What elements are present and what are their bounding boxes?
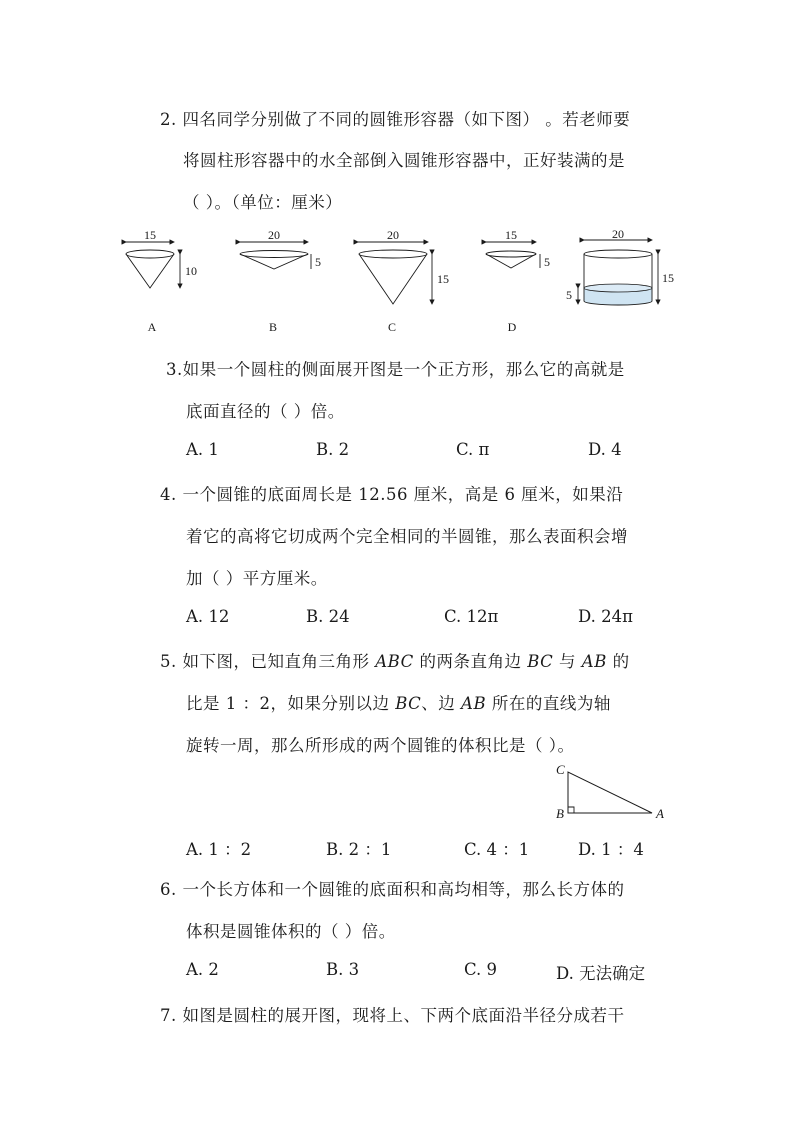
vertex-a: A bbox=[656, 806, 664, 821]
q2-line1: 2. 四名同学分别做了不同的圆锥形容器（如下图） 。若老师要 bbox=[160, 110, 631, 129]
cone-c-height: 15 bbox=[437, 272, 449, 286]
q3-option-a[interactable]: A. 1 bbox=[186, 440, 219, 459]
cone-d-label: D bbox=[507, 320, 517, 334]
q6-option-b[interactable]: B. 3 bbox=[326, 960, 360, 979]
q6-line2: 体积是圆锥体积的（ ）倍。 bbox=[186, 922, 396, 941]
q6-option-a[interactable]: A. 2 bbox=[186, 960, 219, 979]
q4-option-d[interactable]: D. 24π bbox=[578, 607, 633, 626]
q4-line2: 着它的高将它切成两个完全相同的半圆锥，那么表面积会增 bbox=[186, 527, 628, 546]
q6-line1: 6. 一个长方体和一个圆锥的底面积和高均相等，那么长方体的 bbox=[160, 880, 625, 899]
q3-line1: 3.如果一个圆柱的侧面展开图是一个正方形，那么它的高就是 bbox=[166, 360, 625, 379]
cone-a bbox=[126, 228, 197, 334]
q7-line1: 7. 如图是圆柱的展开图，现将上、下两个底面沿半径分成若干 bbox=[160, 1006, 625, 1025]
q5-line2: 比是 1 ：2，如果分别以边 BC、边 AB 所在的直线为轴 bbox=[186, 694, 611, 713]
cone-b bbox=[240, 228, 321, 334]
q2-line3: （ ）。（单位：厘米） bbox=[183, 193, 343, 212]
vertex-b: B bbox=[556, 806, 564, 821]
cone-a-label: A bbox=[147, 320, 157, 334]
cone-c bbox=[358, 228, 449, 334]
right-triangle-figure bbox=[550, 758, 680, 824]
q5-line1: 5. 如下图，已知直角三角形 ABC 的两条直角边 BC 与 AB 的 bbox=[160, 652, 630, 671]
q4-option-b[interactable]: B. 24 bbox=[306, 607, 350, 626]
q5-ab: AB bbox=[581, 652, 607, 671]
q5-option-b[interactable]: B. 2 ：1 bbox=[326, 840, 392, 859]
q3-line2: 底面直径的（ ）倍。 bbox=[186, 402, 345, 421]
q5-option-d[interactable]: D. 1 ：4 bbox=[578, 840, 644, 859]
cone-a-height: 10 bbox=[185, 264, 197, 278]
cone-d-height: 5 bbox=[544, 255, 550, 269]
cylinder-diameter: 20 bbox=[612, 227, 624, 241]
q4-line3: 加（ ）平方厘米。 bbox=[186, 569, 328, 588]
q5-abc: ABC bbox=[375, 652, 414, 671]
cone-a-diameter: 15 bbox=[144, 228, 156, 242]
q5-option-a[interactable]: A. 1 ：2 bbox=[186, 840, 252, 859]
q4-option-c[interactable]: C. 12π bbox=[444, 607, 499, 626]
q2-line2: 将圆柱形容器中的水全部倒入圆锥形容器中，正好装满的是 bbox=[183, 151, 625, 170]
q5-line3: 旋转一周，那么所形成的两个圆锥的体积比是（ ）。 bbox=[186, 736, 575, 755]
q4-option-a[interactable]: A. 12 bbox=[186, 607, 230, 626]
cylinder-figure bbox=[566, 227, 674, 305]
q3-option-b[interactable]: B. 2 bbox=[316, 440, 350, 459]
cone-d bbox=[486, 228, 550, 334]
cone-b-diameter: 20 bbox=[268, 228, 280, 242]
cone-c-label: C bbox=[387, 320, 397, 334]
q5-option-c[interactable]: C. 4 ：1 bbox=[464, 840, 530, 859]
vertex-c: C bbox=[556, 762, 565, 777]
q3-option-c[interactable]: C. π bbox=[456, 440, 490, 459]
q3-option-d[interactable]: D. 4 bbox=[588, 440, 622, 459]
cone-b-height: 5 bbox=[315, 255, 321, 269]
cone-figures bbox=[112, 226, 692, 341]
q6-option-c[interactable]: C. 9 bbox=[464, 960, 498, 979]
q6-option-d[interactable]: D. 无法确定 bbox=[556, 964, 646, 983]
q4-line1: 4. 一个圆锥的底面周长是 12.56 厘米，高是 6 厘米，如果沿 bbox=[160, 485, 624, 504]
cylinder-water-height: 5 bbox=[566, 288, 572, 302]
q5-bc: BC bbox=[527, 652, 554, 671]
cone-d-diameter: 15 bbox=[505, 228, 517, 242]
cone-b-label: B bbox=[268, 320, 278, 334]
cylinder-height: 15 bbox=[662, 271, 674, 285]
cone-c-diameter: 20 bbox=[387, 228, 399, 242]
